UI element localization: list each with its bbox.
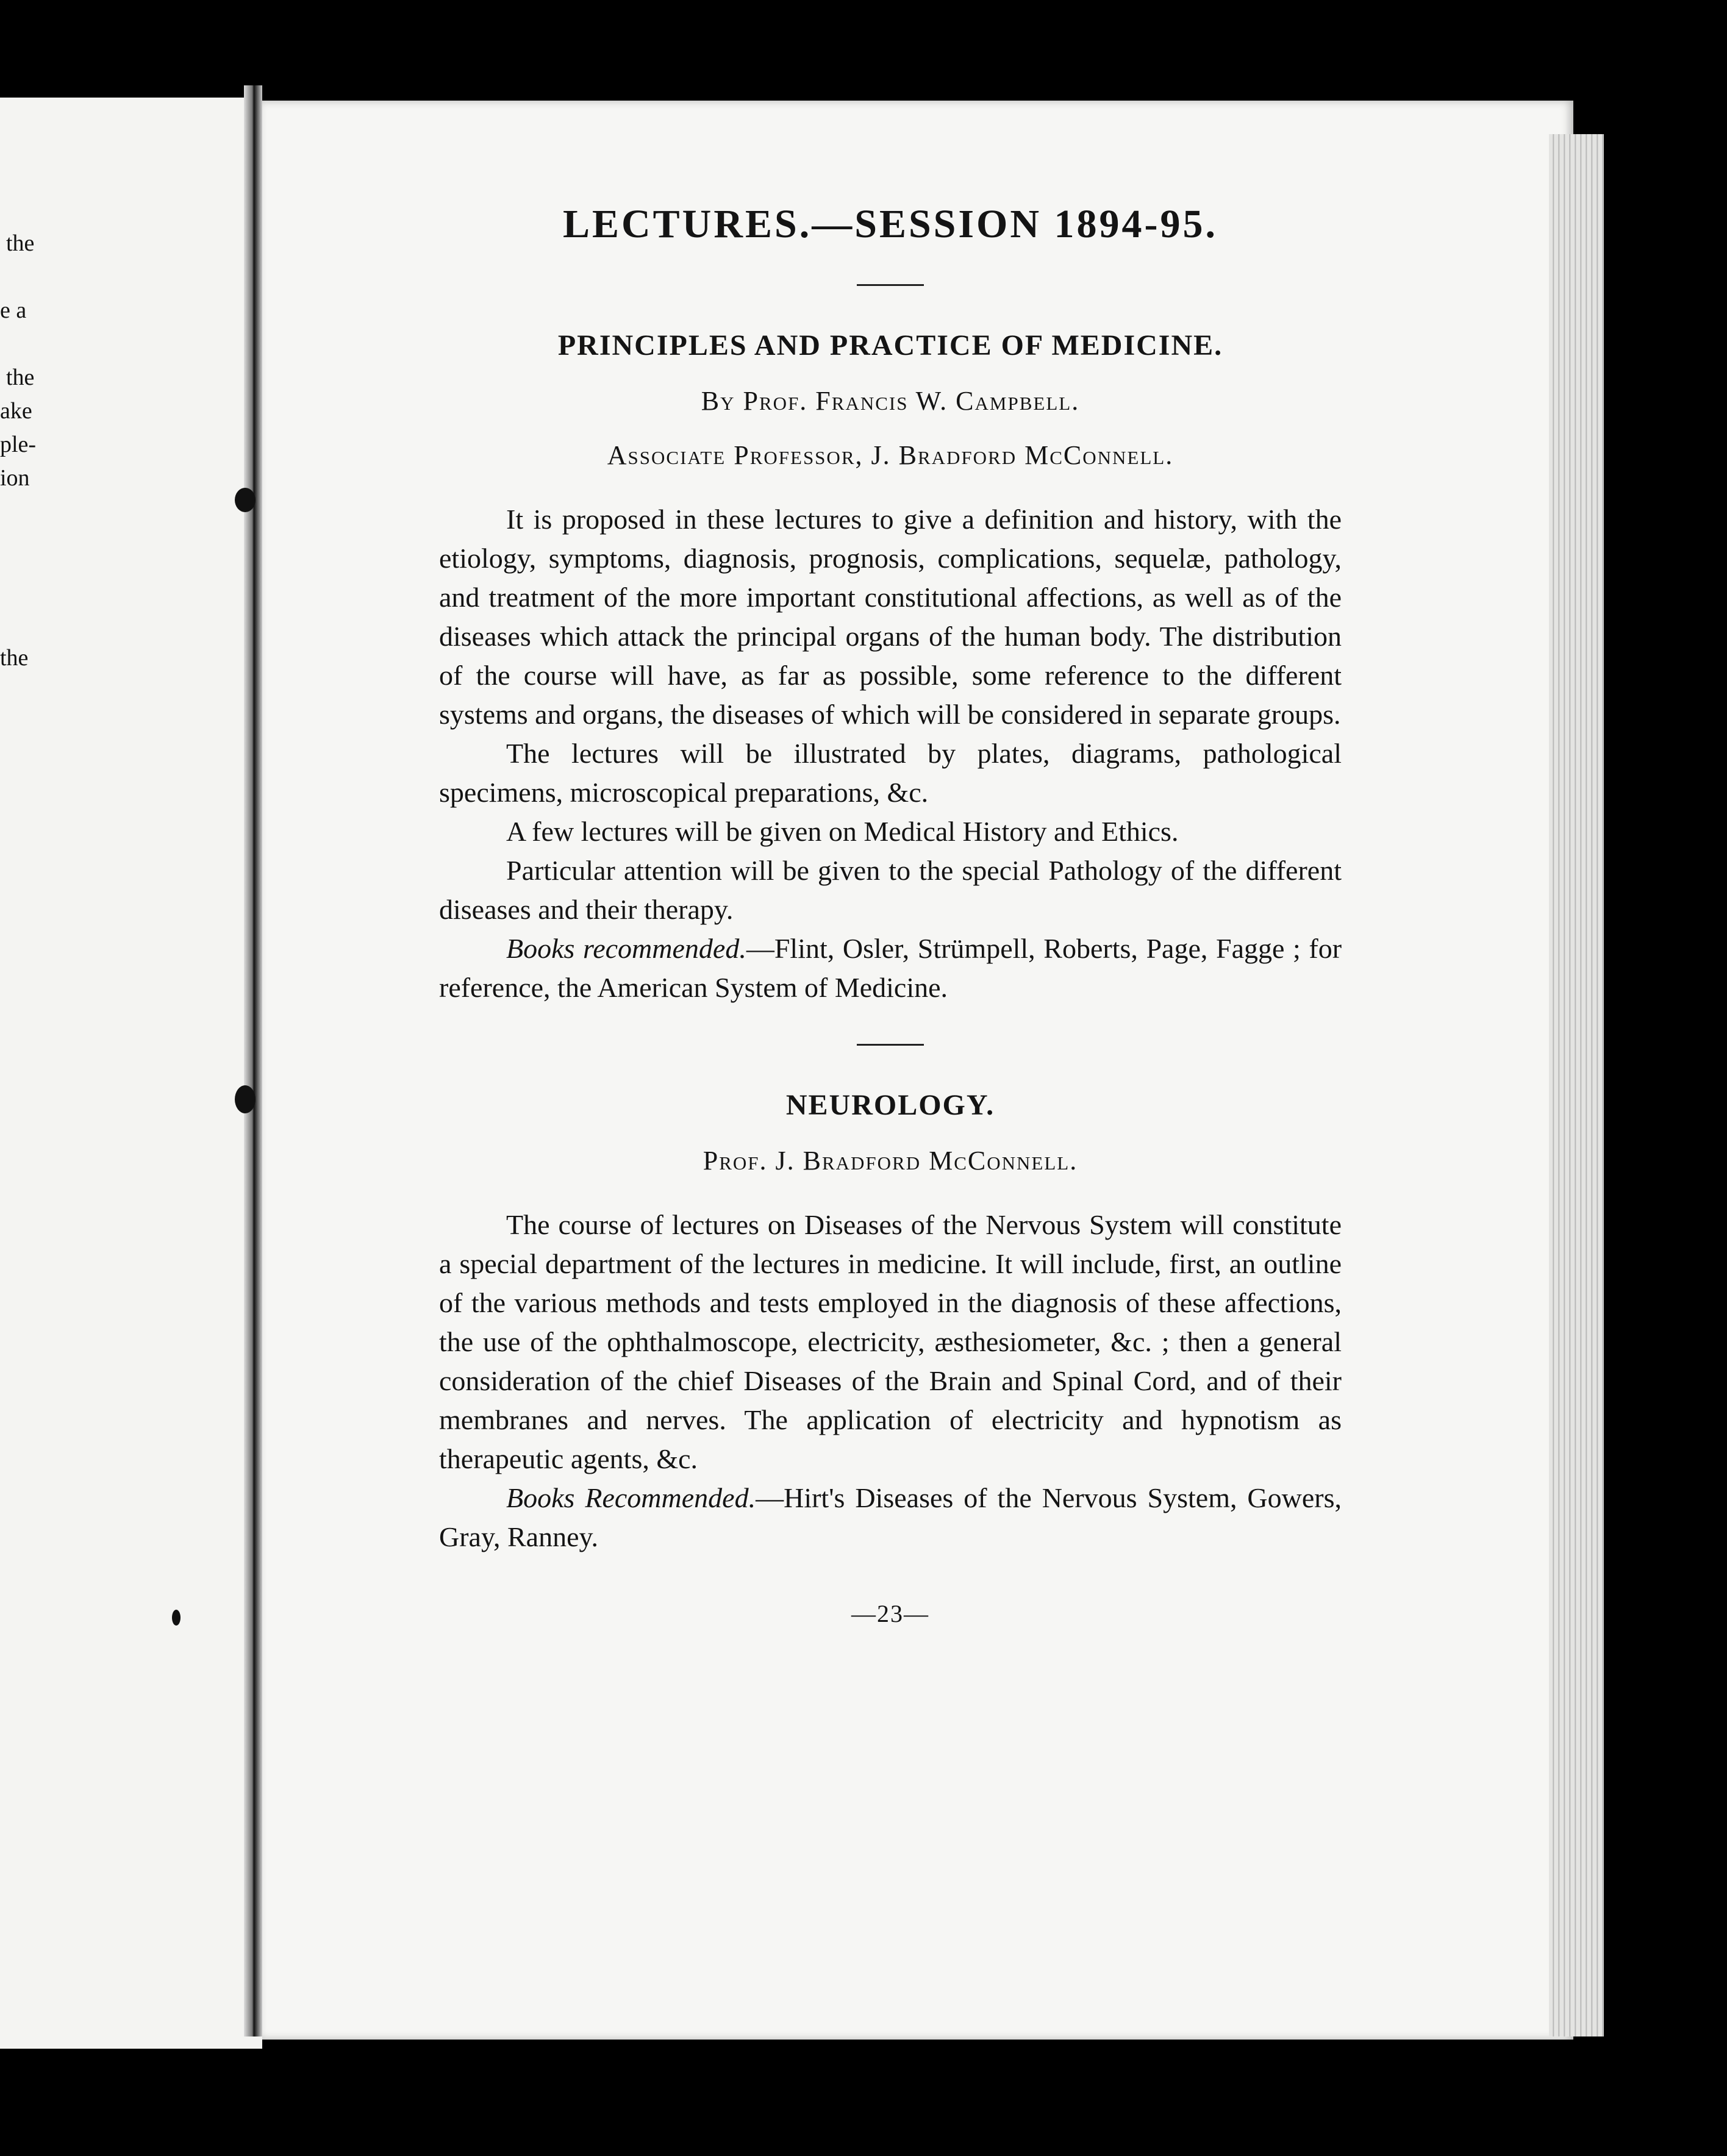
divider bbox=[857, 1044, 924, 1046]
left-page-fragment: the bbox=[0, 645, 29, 671]
books-label: Books Recommended. bbox=[506, 1482, 756, 1513]
left-page bbox=[0, 98, 262, 2049]
paragraph: Particular attention will be given to the special Pathology of the different diseases and their therapy. bbox=[439, 855, 1342, 925]
paragraph: The lectures will be illustrated by plates, diagrams, pathological specimens, microscopical preparations, &c. bbox=[439, 738, 1342, 808]
books-recommended bbox=[439, 1479, 1342, 1557]
page-number: —23— bbox=[851, 1600, 929, 1627]
section-neurology bbox=[439, 1088, 1342, 1557]
section-medicine bbox=[439, 329, 1342, 1007]
page-content bbox=[439, 201, 1342, 1628]
paragraph: A few lectures will be given on Medical History and Ethics. bbox=[506, 816, 1179, 847]
left-page-fragment: the bbox=[6, 365, 35, 390]
ink-speck bbox=[172, 1610, 181, 1626]
left-page-fragment: ion bbox=[0, 465, 30, 491]
page-title: LECTURES.—SESSION 1894-95. bbox=[562, 202, 1218, 246]
left-page-fragment: e a bbox=[0, 298, 27, 323]
books-list: —Hirt's Diseases of the Nervous System, Gowers, Gray, Ranney. bbox=[439, 1482, 1342, 1552]
section-byline: By Prof. Francis W. Campbell. bbox=[701, 386, 1080, 416]
left-page-fragment: ple- bbox=[0, 432, 37, 457]
books-list: —Flint, Osler, Strümpell, Roberts, Page, Fagge ; for reference, the American System of Medicine. bbox=[439, 933, 1342, 1003]
section-byline: Prof. J. Bradford McConnell. bbox=[703, 1146, 1078, 1176]
paragraph: It is proposed in these lectures to give a definition and history, with the etiology, symptoms, diagnosis, prognosis, complications, sequelæ, pathology, and treatment of the more important constitutional affections, as well as of the diseases which attack the principal organs of the human body. The distribution of the course will have, as far as possible, some reference to the different systems and organs, the diseases of which will be considered in separate groups. bbox=[439, 504, 1342, 730]
books-recommended bbox=[439, 929, 1342, 1007]
left-page-fragment: ake bbox=[0, 398, 32, 424]
page-edges bbox=[1549, 134, 1604, 2036]
left-page-fragment: the bbox=[6, 230, 35, 256]
divider bbox=[857, 284, 924, 286]
ink-speck bbox=[235, 488, 256, 512]
section-heading: NEUROLOGY. bbox=[785, 1089, 995, 1121]
books-label: Books recommended. bbox=[506, 933, 746, 964]
book-gutter bbox=[244, 85, 262, 2036]
ink-speck bbox=[235, 1085, 256, 1113]
paragraph: The course of lectures on Diseases of the Nervous System will constitute a special department of the lectures in medicine. It will include, first, an outline of the various methods and tests employed in the diagnosis of these affections, the use of the ophthalmoscope, electricity, æsthesiometer, &c. ; then a general consideration of the chief Diseases of the Brain and Spinal Cord, and of their membranes and nerves. The application of electricity and hypnotism as therapeutic agents, &c. bbox=[439, 1209, 1342, 1474]
section-heading: PRINCIPLES AND PRACTICE OF MEDICINE. bbox=[557, 329, 1223, 362]
section-byline-associate: Associate Professor, J. Bradford McConnell. bbox=[607, 440, 1174, 470]
